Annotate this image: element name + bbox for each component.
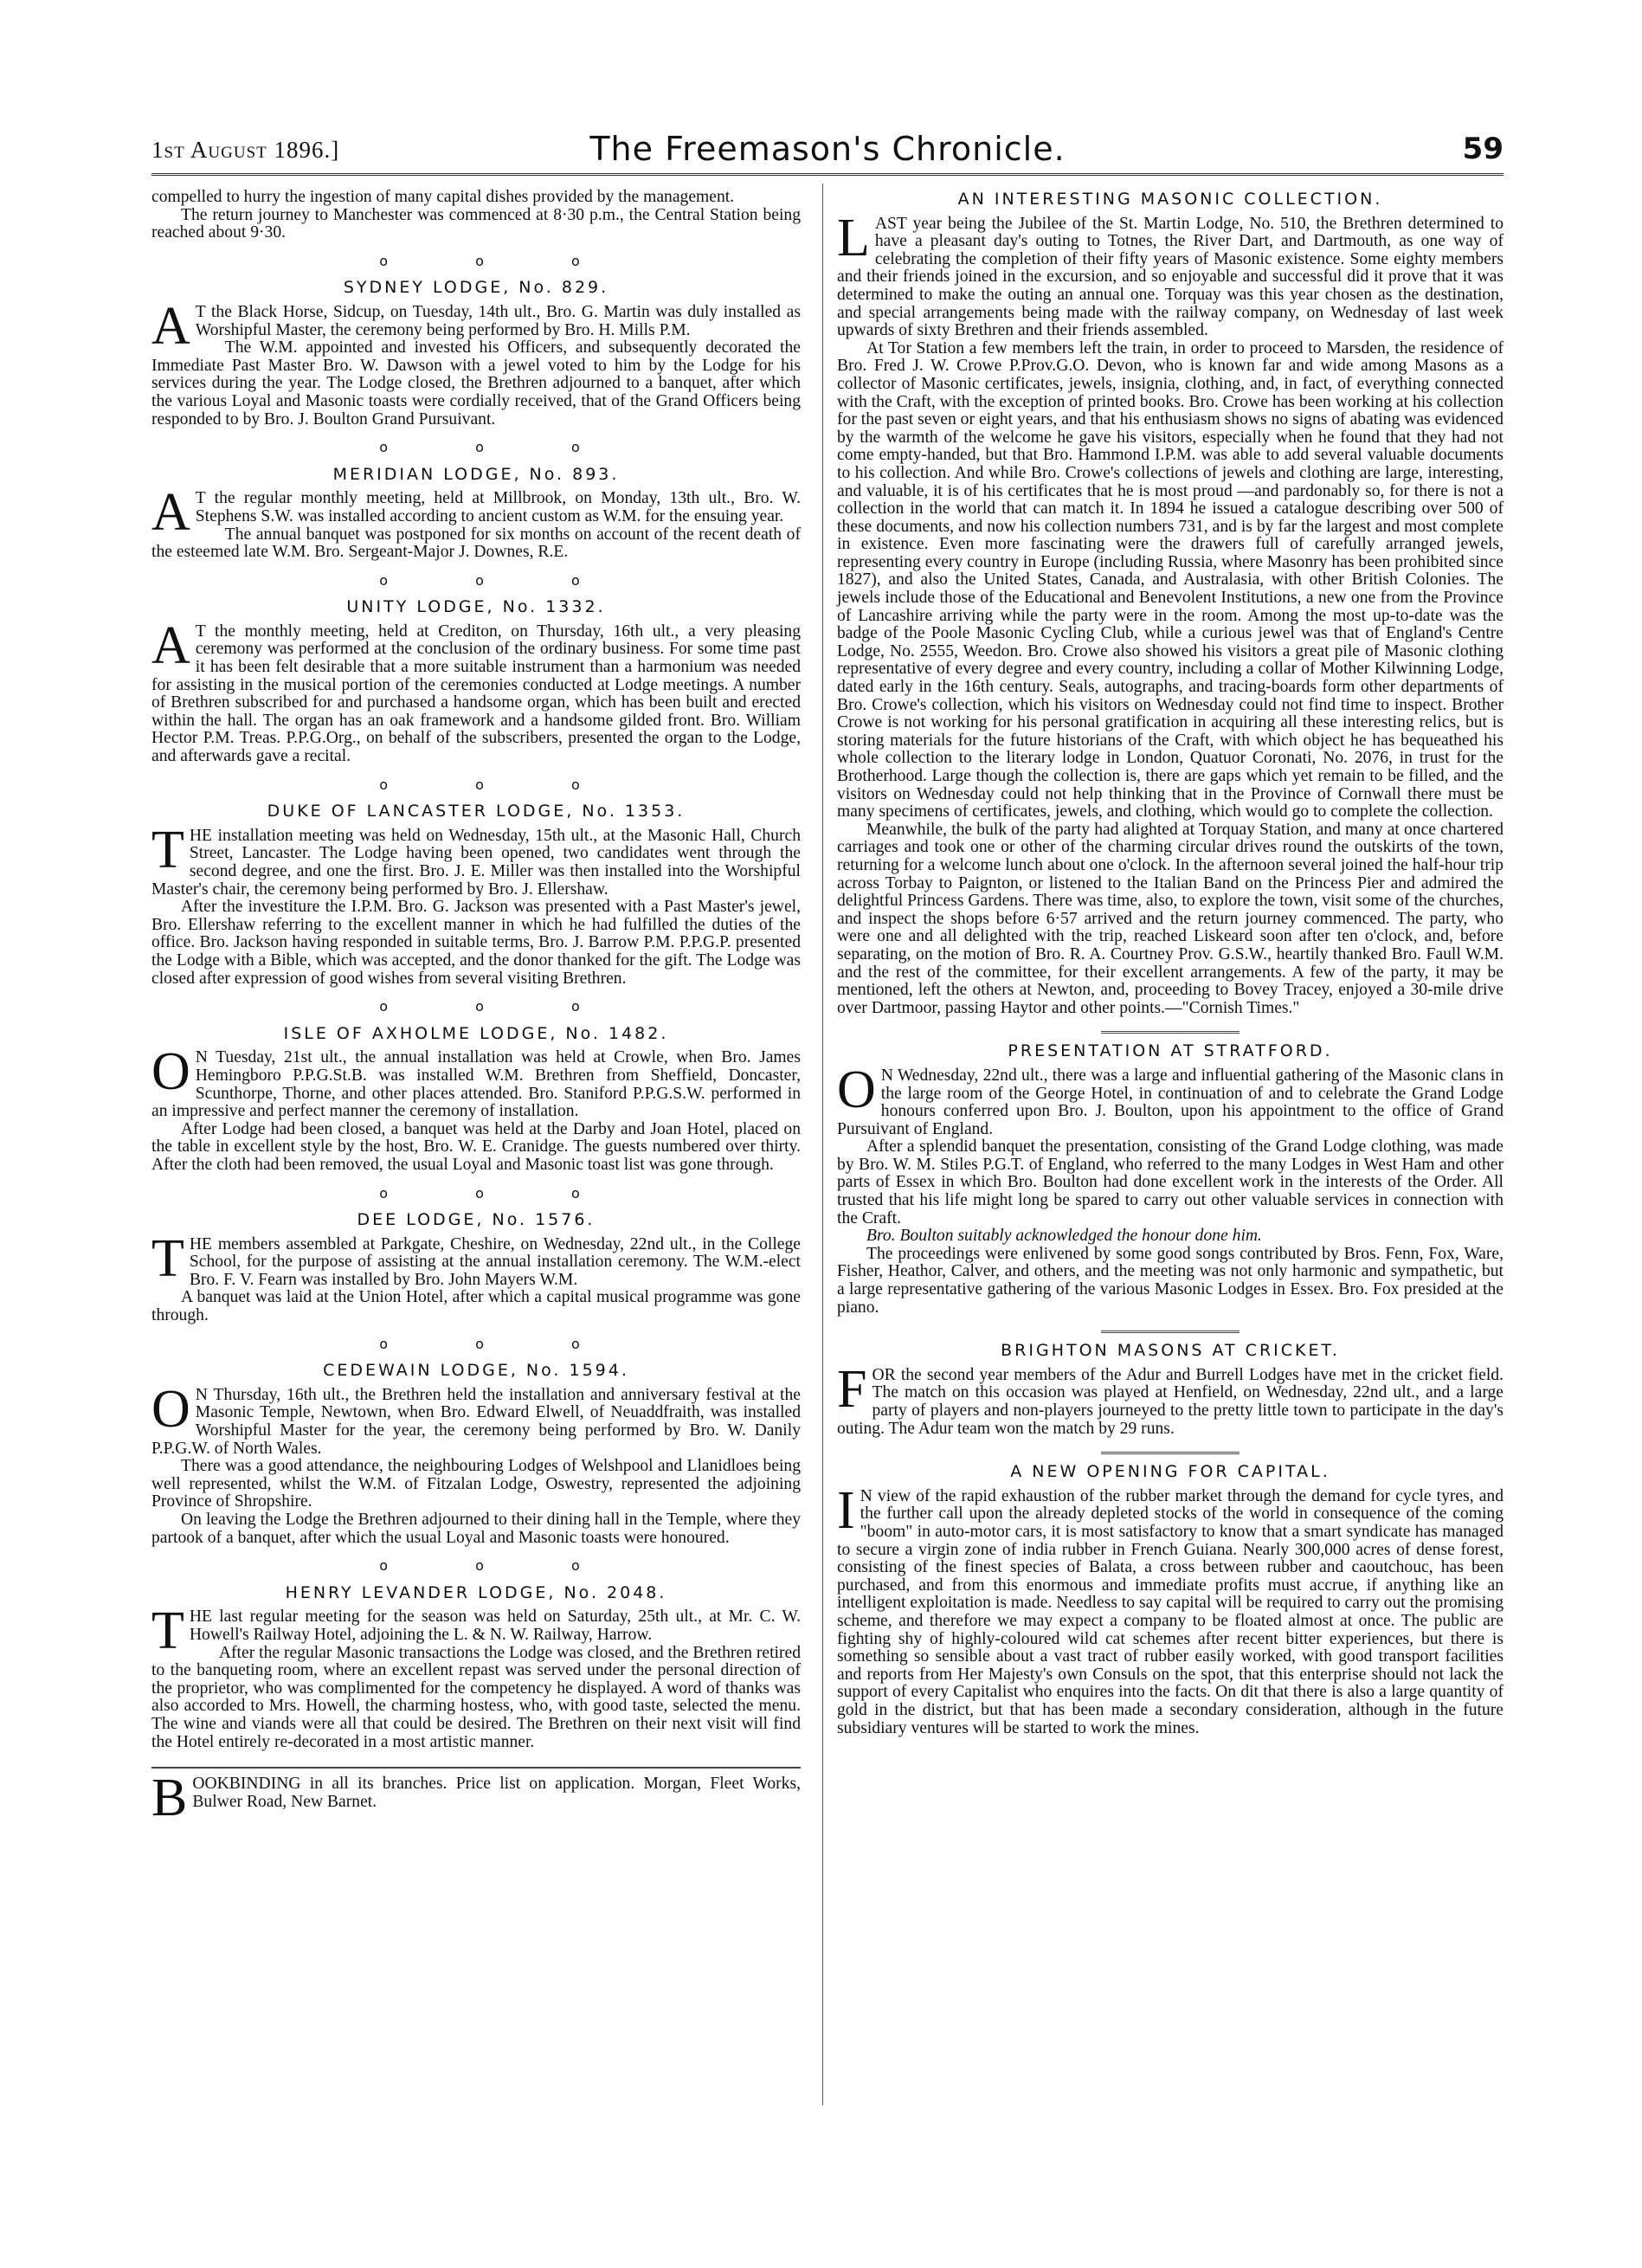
article-paragraph: AT the regular monthly meeting, held at Millbrook, on Monday, 13th ult., Bro. W. Stephens S.W. was installed according to ancient custom as W.M. for the ensuing year. <box>151 483 801 543</box>
article-paragraph: IN view of the rapid exhaustion of the rubber market through the demand for cycle tyres, and the further call upon the already depleted stocks of the world in consequence of the coming "boom" in auto-motor cars, it is most satisfactory to know that a smart syndicate has managed to secure a virgin zone of india rubber in French Guiana. Nearly 300,000 acres of dense forest, consisting of the finest species of Balata, a cross between rubber and caoutchouc, has been purchased, and from this enormous and immediate profits must accrue, if anything like an intelligent exploitation is made. Needless to say capital will be required to carry out the promising scheme, and therefore we may expect a company to be floated almost at once. The public are fighting shy of highly-coloured wild cat schemes after recent bitter experiences, but there is something so sensible about a vast tract of rubber easily worked, with good transport facilities and reports from Her Majesty's own Consuls on the spot, that this enterprise should not lack the support of every Capitalist who enquires into the facts. On dit that there is also a large quantity of gold in the district, but that has been made a secondary consideration, although in the future subsidiary ventures will be started to work the mines. <box>837 1480 1504 1737</box>
advert-rule <box>151 1767 801 1769</box>
section-ornament: o o o <box>379 439 621 456</box>
article-paragraph: The W.M. appointed and invested his Officers, and subsequently decorated the Immediate Past Master Bro. W. Dawson with a jewel voted to him by the Lodge for his services during the year. The Lodge closed, the Brethren adjourned to a banquet, after which the various Loyal and Masonic toasts were cordially received, that of the Grand Officers being responded to by Bro. J. Boulton Grand Pursuivant. <box>151 338 801 428</box>
article-paragraph: THE members assembled at Parkgate, Cheshire, on Wednesday, 22nd ult., in the College School, for the purpose of assisting at the annual installation ceremony. The W.M.-elect Bro. F. V. Fearn was installed by Bro. John Mayers W.M. <box>151 1228 801 1289</box>
article-paragraph: FOR the second year members of the Adur and Burrell Lodges have met in the cricket field. The match on this occasion was played at Henfield, on Wednesday, 22nd ult., and a large party of players and non-players journeyed to the pretty little town to participate in the day's outing. The Adur team won the match by 29 runs. <box>837 1359 1504 1438</box>
section-ornament: o o o <box>379 252 621 269</box>
section-ornament: o o o <box>379 571 621 589</box>
section-ornament: o o o <box>379 1557 621 1575</box>
masthead-title: The Freemason's Chronicle. <box>589 130 1066 168</box>
article-title: DUKE OF LANCASTER LODGE, No. 1353. <box>267 802 686 822</box>
bookbinding-advert: BOOKBINDING in all its branches. Price list on application. Morgan, Fleet Works, Bulwer Road, New Barnet. <box>151 1769 801 1828</box>
article-title: MERIDIAN LODGE, No. 893. <box>332 464 620 484</box>
article-paragraph: After a splendid banquet the presentation, consisting of the Grand Lodge clothing, was made by Bro. W. M. Stiles P.G.T. of England, who referred to the many Lodges in West Ham and other parts of Essex in which Bro. Boulton had done excellent work in the interests of the Order. All trusted that his life might long be spared to carry out other valuable services in connection with the Craft. <box>837 1137 1504 1227</box>
article-title: ISLE OF AXHOLME LODGE, No. 1482. <box>283 1023 669 1043</box>
header-rule <box>151 173 1504 176</box>
article-paragraph: THE last regular meeting for the season was held on Saturday, 25th ult., at Mr. C. W. Howell's Railway Hotel, adjoining the L. & N. W. Railway, Harrow. <box>151 1601 801 1661</box>
article-title: HENRY LEVANDER LODGE, No. 2048. <box>285 1582 667 1602</box>
article-paragraph: After the investiture the I.P.M. Bro. G. Jackson was presented with a Past Master's jewel, Bro. Ellershaw referring to the excellent manner in which he had fulfilled the duties of the office. Bro. Jackson having responded in suitable terms, Bro. J. Barrow P.M. P.P.G.P. presented the Lodge with a Bible, which was accepted, and the donor thanked for the gift. The Lodge was closed after expression of good wishes from several visiting Brethren. <box>151 898 801 988</box>
article-paragraph: After the regular Masonic transactions the Lodge was closed, and the Brethren retired to the banqueting room, where an excellent repast was served under the personal direction of the proprietor, who was complimented for the competency he displayed. A word of thanks was also accorded to Mrs. Howell, the charming hostess, who, with good taste, selected the menu. The wine and viands were all that could be desired. The Brethren on their next visit will find the Hotel entirely re-decorated in a most artistic manner. <box>151 1643 801 1751</box>
section-ornament: o o o <box>379 998 621 1015</box>
article-title: UNITY LODGE, No. 1332. <box>346 597 606 617</box>
article-paragraph: There was a good attendance, the neighbouring Lodges of Welshpool and Llanidloes being well represented, whilst the W.M. of Fitzalan Lodge, Oswestry, represented the adjoining Province of Shropshire. <box>151 1457 801 1511</box>
article-title: AN INTERESTING MASONIC COLLECTION. <box>957 190 1383 209</box>
left-column <box>151 188 801 1828</box>
intro-paragraph: compelled to hurry the ingestion of many capital dishes provided by the management. <box>151 188 735 206</box>
right-column <box>837 189 1504 1737</box>
article-paragraph: LAST year being the Jubilee of the St. Martin Lodge, No. 510, the Brethren determined to have a pleasant day's outing to Totnes, the River Dart, and Dartmouth, as one way of celebrating the completion of their fifty years of Masonic existence. Some eighty members and their friends joined in the excursion, and so enjoyable and successful did it prove that it was determined to make the outing an annual one. Torquay was this year chosen as the destination, and special arrangements being made with the railway company, on Wednesday of last week upwards of sixty Brethren and their friends assembled. <box>837 208 1504 340</box>
article-paragraph: A banquet was laid at the Union Hotel, after which a capital musical programme was gone through. <box>151 1288 801 1325</box>
article-paragraph: The proceedings were enlivened by some good songs contributed by Bros. Fenn, Fox, Ware, Fisher, Heathor, Calver, and others, and the meeting was not only harmonic and sympathetic, but a large representative gathering of the various Masonic Lodges in Essex. Bro. Fox presided at the piano. <box>837 1244 1504 1317</box>
article-paragraph: Meanwhile, the bulk of the party had alighted at Torquay Station, and many at once chartered carriages and took one or other of the charming circular drives round the outskirts of the town, returning for a welcome lunch about one o'clock. In the afternoon several joined the half-hour trip across Torbay to Paignton, or listened to the Italian Band on the Princess Pier and admired the delightful Princess Gardens. There was time, also, to explore the town, visit some of the churches, and inspect the shops before 6·57 arrived and the return journey commenced. The party, who were one and all delighted with the trip, reached Liskeard soon after ten o'clock, and, before separating, on the motion of Bro. R. A. Courtney Prov. G.S.W., heartily thanked Bro. Faull W.M. and the rest of the committee, for their excellent arrangements. A few of the party, it may be mentioned, left the others at Newton, and, proceeding to Bovey Tracey, enjoyed a 30-mile drive over Dartmoor, passing Haytor and other points.—"Cornish Times." <box>837 820 1504 1017</box>
intro-paragraph: The return journey to Manchester was commenced at 8·30 p.m., the Central Station being reached about 9·30. <box>151 205 801 242</box>
page-number: 59 <box>1462 132 1504 166</box>
article-paragraph: At Tor Station a few members left the train, in order to proceed to Marsden, the residence of Bro. Fred J. W. Crowe P.Prov.G.O. Devon, who is known far and wide among Masons as a collector of Masonic certificates, jewels, insignia, clothing, and, in fact, of everything connected with the Craft, with the exception of printed books. Bro. Crowe has been working at his collection for the past seven or eight years, and that his enthusiasm shows no signs of abating was evidenced by the warmth of the welcome he gave his visitors, especially when he found that they had not come empty-handed, but that Bro. Hammond I.P.M. was able to add several valuable documents to his collection. And while Bro. Crowe's collections of jewels and clothing are large, interesting, and valuable, it is of his certificates that he is most proud —and pardonably so, for there is not a collection in the world that can match it. In 1894 he issued a catalogue describing over 500 of these documents, and now his collection numbers 731, and is by far the largest and most complete in existence. Even more fascinating were the drawers full of carefully arranged jewels, representing every country in Europe (including Russia, where Masonry has been prohibited since 1827), and also the United States, Canada, and Australasia, with other British Colonies. The jewels include those of the Educational and Benevolent Institutions, a new one from the Province of Lancashire arriving while the party were in the room. Among the most up-to-date was the badge of the Poole Masonic Cycling Club, while a curious jewel was that of England's Centre Lodge, No. 2555, Weedon. Bro. Crowe also showed his visitors a great pile of Masonic clothing representative of every degree and every country, including a collar of Mother Kilwinning Lodge, dated early in the 16th century. Seals, autographs, and tracing-boards form other departments of Bro. Crowe's collection, which his visitors on Wednesday could not find time to inspect. Brother Crowe is not working for his personal gratification in acquiring all these interesting relics, but is storing materials for the future historians of the Craft, with which object he has bequeathed his whole collection to the literary lodge in London, Quatuor Coronati, No. 2076, in trust for the Brotherhood. Large though the collection is, there are gaps which yet remain to be filled, and the visitors on Wednesday could not help thinking that in the Province of Cornwall there must be many specimens of certificates, jewels, and clothing, which would go to complete the collection. <box>837 338 1504 822</box>
article-paragraph: The annual banquet was postponed for six months on account of the recent death of the esteemed late W.M. Bro. Sergeant-Major J. Downes, R.E. <box>151 525 801 562</box>
section-ornament: o o o <box>379 776 621 793</box>
issue-date: 1st August 1896.] <box>151 137 340 163</box>
article-paragraph: ON Tuesday, 21st ult., the annual installation was held at Crowle, when Bro. James Hemingboro P.P.G.St.B. was installed W.M. Brethren from Sheffield, Doncaster, Scunthorpe, Thorne, and other places attended. Bro. Staniford P.P.G.S.W. performed in an impressive and perfect manner the ceremony of installation. <box>151 1042 801 1121</box>
section-ornament: o o o <box>379 1335 621 1352</box>
article-paragraph: Bro. Boulton suitably acknowledged the honour done him. <box>866 1227 1262 1246</box>
article-title: BRIGHTON MASONS AT CRICKET. <box>1001 1341 1340 1361</box>
section-rule <box>1101 1452 1240 1454</box>
article-paragraph: THE installation meeting was held on Wednesday, 15th ult., at the Masonic Hall, Church Street, Lancaster. The Lodge having been opened, two candidates went through the second degree, and one the first. Bro. J. E. Miller was then installed into the Worshipful Master's chair, the ceremony being performed by Bro. J. Ellershaw. <box>151 820 801 899</box>
section-rule <box>1101 1031 1240 1034</box>
article-paragraph: After Lodge had been closed, a banquet was held at the Darby and Joan Hotel, placed on the table in excellent style by the host, Bro. W. E. Cranidge. The guests numbered over thirty. After the cloth had been removed, the usual Loyal and Masonic toast list was gone through. <box>151 1119 801 1174</box>
column-divider <box>822 184 823 2105</box>
article-title: CEDEWAIN LODGE, No. 1594. <box>323 1361 629 1381</box>
article-paragraph: AT the monthly meeting, held at Crediton, on Thursday, 16th ult., a very pleasing ceremony was performed at the conclusion of the ordinary business. For some time past it has been felt desirable that a more suitable instrument than a harmonium was needed for assisting in the musical portion of the ceremonies conducted at Lodge meetings. A number of Brethren subscribed for and purchased a handsome organ, which has been built and erected within the hall. The organ has an oak framework and a handsome gilded front. Bro. William Hector P.M. Treas. P.P.G.Org., on behalf of the subscribers, presented the organ to the Lodge, and afterwards gave a recital. <box>151 615 801 766</box>
article-title: SYDNEY LODGE, No. 829. <box>343 278 609 298</box>
section-ornament: o o o <box>379 1184 621 1202</box>
article-title: PRESENTATION AT STRATFORD. <box>1008 1041 1333 1061</box>
article-paragraph: On leaving the Lodge the Brethren adjourned to their dining hall in the Temple, where they partook of a banquet, after which the usual Loyal and Masonic toasts were honoured. <box>151 1511 801 1547</box>
article-paragraph: AT the Black Horse, Sidcup, on Tuesday, 14th ult., Bro. G. Martin was duly installed as Worshipful Master, the ceremony being performed by Bro. H. Mills P.M. <box>151 296 801 356</box>
article-paragraph: ON Wednesday, 22nd ult., there was a large and influential gathering of the Masonic clans in the large room of the George Hotel, in continuation of and to celebrate the Grand Lodge honours conferred upon Bro. J. Boulton, upon his appointment to the office of Grand Pursuivant of England. <box>837 1060 1504 1138</box>
article-title: DEE LODGE, No. 1576. <box>357 1210 596 1230</box>
article-paragraph: ON Thursday, 16th ult., the Brethren held the installation and anniversary festival at the Masonic Temple, Newtown, when Bro. Edward Elwell, of Neuaddfraith, was installed Worshipful Master for the year, the ceremony being performed by Bro. W. Danily P.P.G.W. of North Wales. <box>151 1379 801 1458</box>
article-title: A NEW OPENING FOR CAPITAL. <box>1010 1462 1330 1482</box>
section-rule <box>1101 1331 1240 1333</box>
